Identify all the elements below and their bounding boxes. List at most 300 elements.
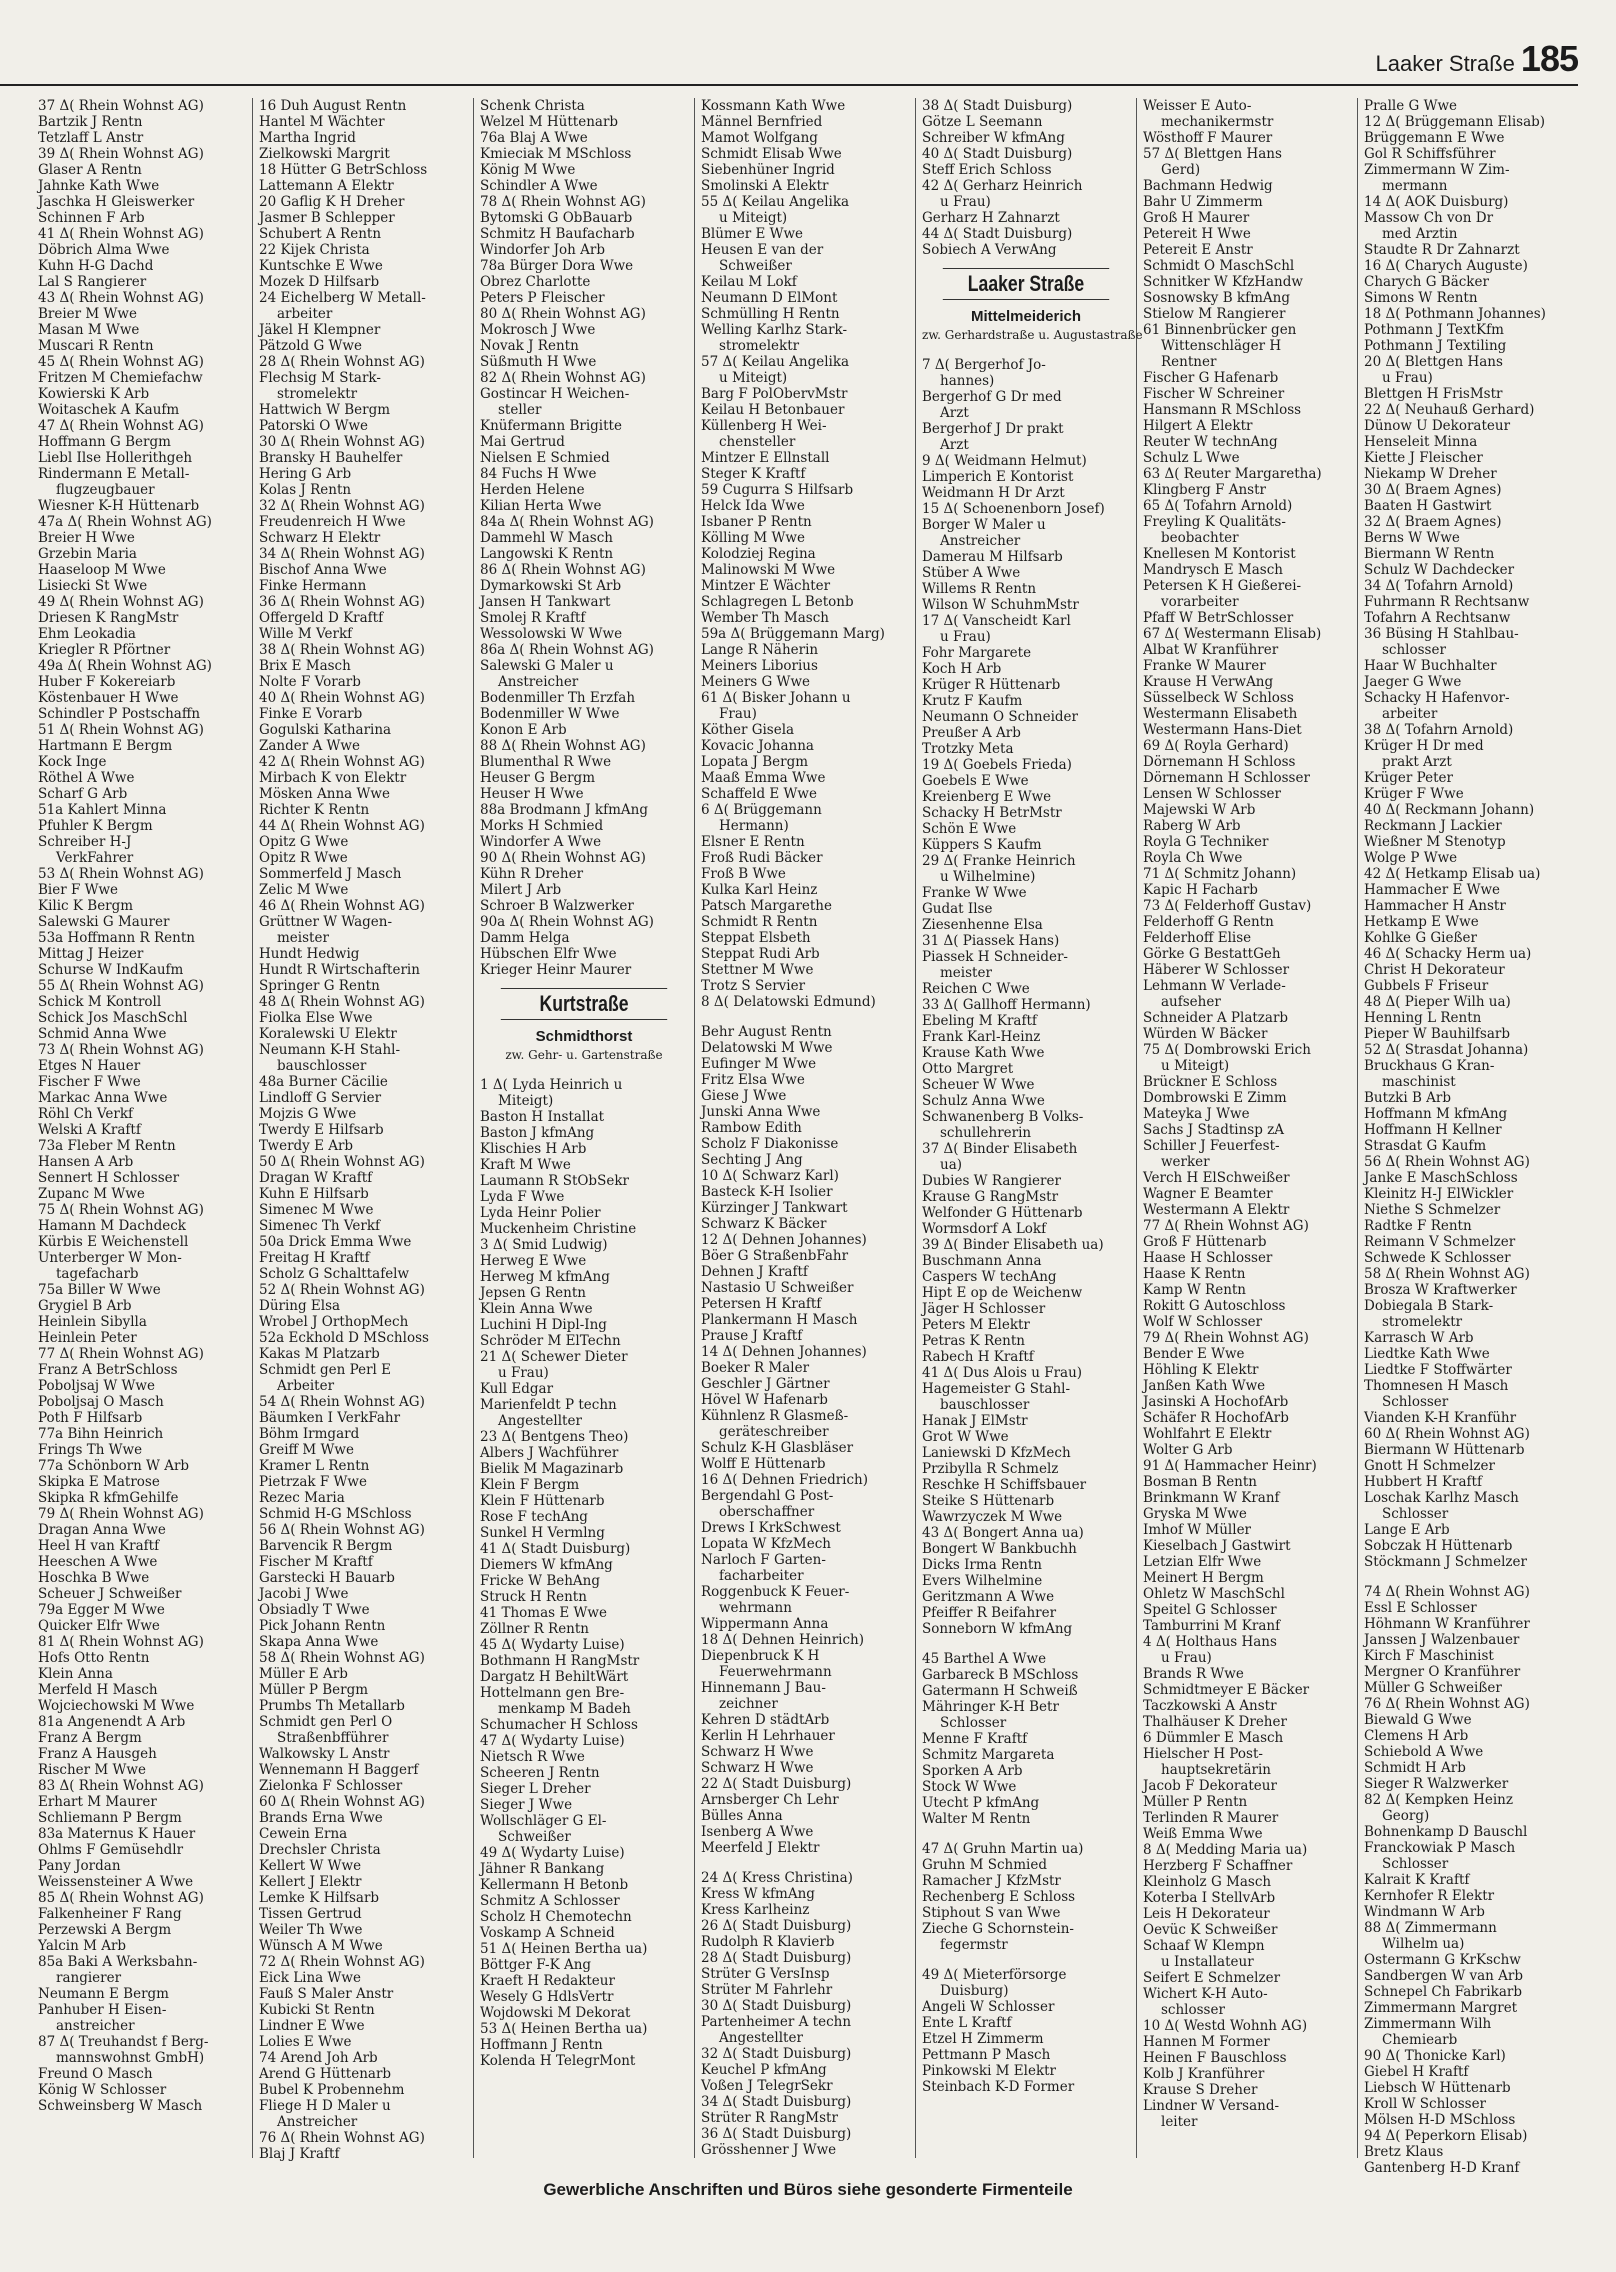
directory-entry: Schlagregen L Betonb [701, 594, 854, 610]
directory-entry: u Frau) [1382, 370, 1433, 386]
directory-entry: Wennemann H Baggerf [259, 1762, 419, 1778]
directory-entry: Welski A Kraftf [38, 1122, 141, 1138]
directory-entry: Royla Ch Wwe [1143, 850, 1243, 866]
directory-entry: Sommerfeld J Masch [259, 866, 402, 882]
directory-entry: Salewski G Maurer [38, 914, 170, 930]
directory-entry: Gogulski Katharina [259, 722, 392, 738]
directory-entry: Klein F Bergm [480, 1477, 580, 1493]
directory-entry: Rokitt G Autoschloss [1143, 1298, 1286, 1314]
directory-entry: Miteigt) [498, 1093, 554, 1109]
directory-entry: Terlinden R Maurer [1143, 1810, 1279, 1826]
directory-entry: 50a Drick Emma Wwe [259, 1234, 412, 1250]
directory-entry: Skipka R kfmGehilfe [38, 1490, 179, 1506]
directory-entry: Hetkamp E Wwe [1364, 914, 1479, 930]
directory-entry: Kühn R Dreher [480, 866, 584, 882]
directory-entry: 47 Δ( Wydarty Luise) [480, 1733, 625, 1749]
directory-entry: bauschlosser [940, 1397, 1030, 1413]
directory-entry: 52 Δ( Strasdat Johanna) [1364, 1042, 1529, 1058]
directory-entry: Goebels E Wwe [922, 773, 1029, 789]
directory-entry: Grygiel B Arb [38, 1298, 132, 1314]
directory-entry: Patsch Margarethe [701, 898, 832, 914]
directory-entry: Fiolka Else Wwe [259, 1010, 373, 1026]
directory-entry: Petereit H Wwe [1143, 226, 1251, 242]
directory-entry: Pothmann J TextKfm [1364, 322, 1504, 338]
directory-entry: Pfaff W BetrSchlosser [1143, 610, 1294, 626]
directory-entry: Krutz F Kaufm [922, 693, 1023, 709]
directory-entry: 42 Δ( Gerharz Heinrich [922, 178, 1083, 194]
directory-entry: Schaffeld E Wwe [701, 786, 817, 802]
directory-entry: Thomnesen H Masch [1364, 1378, 1509, 1394]
directory-entry: Thalhäuser K Dreher [1143, 1714, 1287, 1730]
directory-entry: 78a Bürger Dora Wwe [480, 258, 634, 274]
directory-entry: Kerlin H Lehrhauer [701, 1728, 835, 1744]
directory-entry: 32 Δ( Rhein Wohnst AG) [259, 498, 425, 514]
directory-entry: Baston H Installat [480, 1109, 605, 1125]
directory-entry: Kuntschke E Wwe [259, 258, 383, 274]
directory-entry: schlosser [1382, 642, 1446, 658]
directory-entry: Zielonka F Schlosser [259, 1778, 403, 1794]
directory-entry: 12 Δ( Brüggemann Elisab) [1364, 114, 1546, 130]
directory-entry: Merfeld H Masch [38, 1682, 158, 1698]
directory-entry: Butzki B Arb [1364, 1090, 1451, 1106]
directory-entry: Kraeft H Redakteur [480, 1973, 615, 1989]
footer-note: Gewerbliche Anschriften und Büros siehe gesonderte Firmenteile [543, 2180, 1073, 2199]
directory-entry: Duisburg) [940, 1983, 1009, 1999]
directory-entry: wehrmann [719, 1600, 792, 1616]
directory-entry: Düring Elsa [259, 1298, 341, 1314]
directory-entry: Drechsler Christa [259, 1842, 381, 1858]
directory-entry: Dombrowski E Zimm [1143, 1090, 1287, 1106]
directory-entry: Kull Edgar [480, 1381, 554, 1397]
directory-entry: Breier M Wwe [38, 306, 137, 322]
directory-entry: Janssen J Walzenbauer [1364, 1632, 1520, 1648]
directory-entry: Nielsen E Schmied [480, 450, 610, 466]
directory-entry: 44 Δ( Stadt Duisburg) [922, 226, 1073, 242]
directory-entry: Isenberg A Wwe [701, 1824, 814, 1840]
directory-entry: Höhmann W Kranführer [1364, 1616, 1530, 1632]
directory-entry: Staudte R Dr Zahnarzt [1364, 242, 1520, 258]
directory-entry: 71 Δ( Schmitz Johann) [1143, 866, 1297, 882]
directory-entry: 77 Δ( Rhein Wohnst AG) [1143, 1218, 1309, 1234]
directory-entry: 45 Δ( Wydarty Luise) [480, 1637, 625, 1653]
directory-entry: Wember Th Masch [701, 610, 829, 626]
directory-entry: Hammacher H Anstr [1364, 898, 1506, 914]
directory-entry: Gnott H Schmelzer [1364, 1458, 1495, 1474]
directory-entry: 23 Δ( Bentgens Theo) [480, 1429, 629, 1445]
directory-entry: Herzberg F Schaffner [1143, 1858, 1293, 1874]
directory-entry: Krieger Heinr Maurer [480, 962, 632, 978]
directory-entry: 58 Δ( Rhein Wohnst AG) [259, 1650, 425, 1666]
directory-entry: Reschke H Schiffsbauer [922, 1477, 1087, 1493]
directory-entry: Mai Gertrud [480, 434, 565, 450]
directory-entry: 38 Δ( Rhein Wohnst AG) [259, 642, 425, 658]
directory-entry: Wawrzyczek M Wwe [922, 1509, 1063, 1525]
directory-entry: Finke Hermann [259, 578, 367, 594]
directory-entry: 8 Δ( Medding Maria ua) [1143, 1842, 1308, 1858]
directory-entry: Kieselbach J Gastwirt [1143, 1538, 1291, 1554]
directory-entry: Scheuer J Schweißer [38, 1586, 182, 1602]
directory-entry: meister [277, 930, 329, 946]
directory-entry: Rezec Maria [259, 1490, 345, 1506]
directory-entry: arbeiter [1382, 706, 1438, 722]
directory-entry: Welfonder G Hüttenarb [922, 1205, 1083, 1221]
directory-entry: Verch H ElSchweißer [1143, 1170, 1290, 1186]
directory-entry: Schulz Anna Wwe [922, 1093, 1045, 1109]
directory-entry: Liebsch W Hüttenarb [1364, 2080, 1511, 2096]
directory-entry: Wormsdorf A Lokf [922, 1221, 1047, 1237]
directory-entry: 55 Δ( Keilau Angelika [701, 194, 850, 210]
directory-entry: Röthel A Wwe [38, 770, 135, 786]
directory-entry: Mösken Anna Wwe [259, 786, 390, 802]
directory-entry: Krause G RangMstr [922, 1189, 1059, 1205]
directory-entry: 46 Δ( Schacky Herm ua) [1364, 946, 1532, 962]
directory-entry: Giebel H Kraftf [1364, 2064, 1469, 2080]
directory-entry: u Frau) [1161, 1650, 1212, 1666]
directory-entry: Arend G Hüttenarb [259, 2066, 392, 2082]
directory-entry: Koch H Arb [922, 661, 1002, 677]
directory-entry: Bielik M Magazinarb [480, 1461, 624, 1477]
directory-entry: Sonneborn W kfmAng [922, 1621, 1073, 1637]
directory-entry: Kowierski K Arb [38, 386, 150, 402]
directory-entry: 49 Δ( Rhein Wohnst AG) [38, 594, 204, 610]
directory-entry: Martha Ingrid [259, 130, 356, 146]
directory-entry: Jähner R Bankang [480, 1861, 605, 1877]
directory-entry: Sennert H Schlosser [38, 1170, 180, 1186]
spacer [1364, 1570, 1573, 1584]
directory-entry: Junski Anna Wwe [701, 1104, 821, 1120]
directory-entry: Fliege H D Maler u [259, 2098, 391, 2114]
directory-entry: 49 Δ( Mieterförsorge [922, 1967, 1067, 1983]
directory-entry: Behr August Rentn [701, 1024, 832, 1040]
directory-entry: Steff Erich Schloss [922, 162, 1052, 178]
directory-entry: 29 Δ( Franke Heinrich [922, 853, 1076, 869]
directory-entry: 41 Δ( Stadt Duisburg) [480, 1541, 631, 1557]
directory-entry: Kohlke G Gießer [1364, 930, 1477, 946]
directory-entry: Schwarz K Bäcker [701, 1216, 827, 1232]
directory-entry: Bubel K Probennehm [259, 2082, 405, 2098]
directory-entry: Ohletz W MaschSchl [1143, 1586, 1285, 1602]
directory-entry: Ente L Kraftf [922, 2015, 1012, 2031]
directory-entry: Springer G Rentn [259, 978, 380, 994]
directory-entry: Hoffmann H Kellner [1364, 1122, 1502, 1138]
directory-entry: Dehnen J Kraftf [701, 1264, 808, 1280]
directory-entry: 9 Δ( Weidmann Helmut) [922, 453, 1087, 469]
directory-entry: fegermstr [940, 1937, 1008, 1953]
directory-entry: Müller P Bergm [259, 1682, 369, 1698]
directory-entry: mannswohnst GmbH) [56, 2050, 205, 2066]
street-heading: Kurtstraße [501, 988, 667, 1020]
directory-entry: Schröder M ElTechn [480, 1333, 621, 1349]
directory-entry: Schulz W Dachdecker [1364, 562, 1515, 578]
directory-entry: Gerharz H Zahnarzt [922, 210, 1060, 226]
directory-entry: 53 Δ( Heinen Bertha ua) [480, 2021, 648, 2037]
directory-entry: Brands R Wwe [1143, 1666, 1244, 1682]
directory-entry: Radtke F Rentn [1364, 1218, 1472, 1234]
directory-entry: Anstreicher [277, 2114, 358, 2130]
directory-entry: Peters M Elektr [922, 1317, 1030, 1333]
directory-entry: Greiff M Wwe [259, 1442, 354, 1458]
directory-entry: Steinbach K-D Former [922, 2079, 1075, 2095]
directory-entry: Pfeiffer R Beifahrer [922, 1605, 1057, 1621]
directory-entry: Schmitz H Baufacharb [480, 226, 635, 242]
directory-entry: Roggenbuck K Feuer- [701, 1584, 850, 1600]
directory-entry: Schindler A Wwe [480, 178, 598, 194]
directory-entry: Voßen J TelegrSekr [701, 2078, 833, 2094]
directory-entry: Böer G StraßenbFahr [701, 1248, 849, 1264]
directory-entry: Jahnke Kath Wwe [38, 178, 160, 194]
directory-entry: Baaten H Gastwirt [1364, 498, 1492, 514]
directory-entry: u Miteigt) [1161, 1058, 1230, 1074]
directory-entry: Kellermann H Betonb [480, 1877, 629, 1893]
directory-entry: Kernhofer R Elektr [1364, 1888, 1495, 1904]
directory-entry: Opitz R Wwe [259, 850, 348, 866]
directory-entry: Sachs J Stadtinsp zA [1143, 1122, 1284, 1138]
directory-entry: 28 Δ( Rhein Wohnst AG) [259, 354, 425, 370]
directory-entry: 24 Eichelberg W Metall- [259, 290, 426, 306]
directory-entry: Brüggemann E Wwe [1364, 130, 1505, 146]
directory-entry: Reimann V Schmelzer [1364, 1234, 1516, 1250]
directory-entry: Giese J Wwe [701, 1088, 787, 1104]
directory-entry: Grüttner W Wagen- [259, 914, 393, 930]
directory-entry: 58 Δ( Rhein Wohnst AG) [1364, 1266, 1530, 1282]
directory-entry: Felderhoff G Rentn [1143, 914, 1274, 930]
directory-entry: Hagemeister G Stahl- [922, 1381, 1071, 1397]
directory-entry: Pany Jordan [38, 1858, 121, 1874]
directory-entry: Sieger L Dreher [480, 1781, 591, 1797]
directory-entry: Hövel W Hafenarb [701, 1392, 828, 1408]
directory-entry: 22 Kijek Christa [259, 242, 370, 258]
column-2 [253, 98, 474, 2162]
directory-entry: Schlosser [940, 1715, 1007, 1731]
directory-entry: Piassek H Schneider- [922, 949, 1068, 965]
directory-entry: Henseleit Minna [1364, 434, 1478, 450]
directory-entry: 32 Δ( Stadt Duisburg) [701, 2046, 852, 2062]
directory-entry: 94 Δ( Peperkorn Elisab) [1364, 2128, 1528, 2144]
directory-entry: Utecht P kfmAng [922, 1795, 1040, 1811]
directory-entry: rangierer [56, 1970, 122, 1986]
directory-entry: Klischies H Arb [480, 1141, 587, 1157]
directory-entry: Royla G Techniker [1143, 834, 1269, 850]
directory-entry: Pettmann P Masch [922, 2047, 1051, 2063]
directory-entry: Pralle G Wwe [1364, 98, 1457, 114]
directory-entry: Wippermann Anna [701, 1616, 829, 1632]
directory-entry: Buschmann Anna [922, 1253, 1042, 1269]
directory-entry: 43 Δ( Rhein Wohnst AG) [38, 290, 204, 306]
directory-entry: Lal S Rangierer [38, 274, 147, 290]
directory-entry: Flechsig M Stark- [259, 370, 381, 386]
directory-entry: Etzel H Zimmerm [922, 2031, 1044, 2047]
directory-entry: Meiners G Wwe [701, 674, 810, 690]
directory-entry: Kehren D städtArb [701, 1712, 830, 1728]
directory-entry: Hattwich W Bergm [259, 402, 391, 418]
directory-entry: Liedtke F Stoffwärter [1364, 1362, 1512, 1378]
directory-entry: Schlosser [1382, 1394, 1449, 1410]
directory-entry: Jasinski A HochofArb [1143, 1394, 1289, 1410]
directory-entry: Häberer W Schlosser [1143, 962, 1290, 978]
directory-entry: 1 Δ( Lyda Heinrich u [480, 1077, 623, 1093]
directory-entry: Gol R Schiffsführer [1364, 146, 1496, 162]
directory-entry: Neumann D ElMont [701, 290, 838, 306]
directory-entry: Albat W Kranführer [1143, 642, 1279, 658]
directory-entry: Schlosser [1382, 1506, 1449, 1522]
directory-entry: 16 Δ( Dehnen Friedrich) [701, 1472, 869, 1488]
spacer [701, 1856, 909, 1870]
directory-entry: Clemens H Arb [1364, 1728, 1469, 1744]
directory-entry: Lange E Arb [1364, 1522, 1450, 1538]
directory-entry: Strüter M Fahrlehr [701, 1982, 833, 1998]
directory-entry: Anstreicher [940, 533, 1021, 549]
directory-entry: Unterberger W Mon- [38, 1250, 182, 1266]
directory-entry: Haaseloop M Wwe [38, 562, 166, 578]
directory-entry: werker [1161, 1154, 1210, 1170]
directory-entry: Krüger R Hüttenarb [922, 677, 1061, 693]
directory-entry: 88 Δ( Zimmermann [1364, 1920, 1497, 1936]
directory-entry: Herden Helene [480, 482, 585, 498]
directory-entry: Heel H van Kraftf [38, 1538, 160, 1554]
directory-entry: Jacobi J Wwe [259, 1586, 349, 1602]
directory-entry: Weisser E Auto- [1143, 98, 1252, 114]
directory-entry: Kölling M Wwe [701, 530, 805, 546]
page-number: 185 [1520, 38, 1578, 79]
directory-entry: 60 Δ( Rhein Wohnst AG) [1364, 1426, 1530, 1442]
directory-entry: Perzewski A Bergm [38, 1922, 172, 1938]
directory-entry: Jaschka H Gleiswerker [38, 194, 195, 210]
directory-entry: Strüter R RangMstr [701, 2110, 838, 2126]
directory-entry: Zimmermann Wilh [1364, 2016, 1492, 2032]
directory-entry: steller [498, 402, 542, 418]
spacer [922, 343, 1130, 357]
directory-entry: Rudolph R Klavierb [701, 1934, 835, 1950]
directory-entry: 76 Δ( Rhein Wohnst AG) [1364, 1696, 1530, 1712]
directory-entry: Eufinger M Wwe [701, 1056, 817, 1072]
directory-entry: Mergner O Kranführer [1364, 1664, 1521, 1680]
directory-entry: Scholz G Schalttafelw [259, 1266, 410, 1282]
directory-entry: Fohr Margarete [922, 645, 1032, 661]
directory-entry: Mateyka J Wwe [1143, 1106, 1250, 1122]
directory-entry: Marienfeldt P techn [480, 1397, 617, 1413]
directory-entry: Oevüc K Schweißer [1143, 1922, 1278, 1938]
directory-entry: Mirbach K von Elektr [259, 770, 407, 786]
directory-entry: 63 Δ( Reuter Margaretha) [1143, 466, 1322, 482]
directory-entry: Rentner [1161, 354, 1217, 370]
directory-entry: Cewein Erna [259, 1826, 348, 1842]
directory-entry: Küppers S Kaufm [922, 837, 1042, 853]
directory-entry: 3 Δ( Smid Ludwig) [480, 1237, 608, 1253]
directory-entry: Scheeren J Rentn [480, 1765, 600, 1781]
directory-columns [32, 98, 1580, 2176]
directory-entry: u Miteigt) [719, 370, 788, 386]
directory-entry: Dymarkowski St Arb [480, 578, 622, 594]
directory-entry: hauptsekretärin [1161, 1762, 1271, 1778]
directory-entry: Berns W Wwe [1364, 530, 1460, 546]
directory-entry: Neumann O Schneider [922, 709, 1078, 725]
directory-entry: Schmid H-G MSchloss [259, 1506, 412, 1522]
directory-entry: Patorski O Wwe [259, 418, 369, 434]
directory-entry: Schwarz H Wwe [701, 1760, 814, 1776]
directory-entry: Kolb J Kranführer [1143, 2066, 1265, 2082]
directory-entry: Walkowsky L Anstr [259, 1746, 390, 1762]
directory-entry: Biermann W Hüttenarb [1364, 1442, 1525, 1458]
directory-entry: Grot W Wwe [922, 1429, 1009, 1445]
directory-entry: 48 Δ( Pieper Wilh ua) [1364, 994, 1511, 1010]
directory-entry: Trotzky Meta [922, 741, 1014, 757]
directory-entry: 61 Binnenbrücker gen [1143, 322, 1297, 338]
directory-entry: Stock W Wwe [922, 1779, 1017, 1795]
directory-entry: Zimmermann Margret [1364, 2000, 1518, 2016]
directory-entry: hannes) [940, 373, 995, 389]
directory-entry: Felderhoff Elise [1143, 930, 1252, 946]
directory-entry: Hermann) [719, 818, 789, 834]
directory-entry: Bransky H Bauhelfer [259, 450, 403, 466]
directory-entry: Isbaner P Rentn [701, 514, 812, 530]
directory-entry: Prause J Kraftf [701, 1328, 803, 1344]
directory-entry: Ramacher J KfzMstr [922, 1873, 1061, 1889]
directory-entry: Kolas J Rentn [259, 482, 352, 498]
directory-entry: Damerau M Hilfsarb [922, 549, 1063, 565]
directory-entry: Bischof Anna Wwe [259, 562, 387, 578]
directory-entry: Kuhn E Hilfsarb [259, 1186, 369, 1202]
directory-entry: Janßen Kath Wwe [1143, 1378, 1266, 1394]
directory-entry: Nolte F Vorarb [259, 674, 361, 690]
directory-entry: u Frau) [498, 1365, 549, 1381]
directory-entry: 85 Δ( Rhein Wohnst AG) [38, 1890, 204, 1906]
directory-entry: Konon E Arb [480, 722, 567, 738]
directory-entry: Karrasch W Arb [1364, 1330, 1474, 1346]
directory-entry: 51a Kahlert Minna [38, 802, 167, 818]
directory-entry: Mölsen H-D MSchloss [1364, 2112, 1516, 2128]
directory-entry: Rischer M Wwe [38, 1762, 146, 1778]
directory-entry: Lopata W KfzMech [701, 1536, 831, 1552]
directory-entry: oberschaffner [719, 1504, 815, 1520]
directory-entry: Dargatz H BehiltWärt [480, 1669, 629, 1685]
directory-entry: Hansen A Arb [38, 1154, 134, 1170]
directory-entry: Kovacic Johanna [701, 738, 814, 754]
directory-entry: Falkenheiner F Rang [38, 1906, 182, 1922]
directory-entry: Arnsberger Ch Lehr [701, 1792, 839, 1808]
directory-entry: Stettner M Wwe [701, 962, 814, 978]
directory-entry: 41 Thomas E Wwe [480, 1605, 607, 1621]
directory-entry: 88a Brodmann J kfmAng [480, 802, 648, 818]
directory-entry: Schwanenberg B Volks- [922, 1109, 1084, 1125]
column-5 [916, 98, 1143, 2158]
directory-entry: Neumann K-H Stahl- [259, 1042, 401, 1058]
directory-entry: Küllenberg H Wei- [701, 418, 827, 434]
directory-entry: Zöllner R Rentn [480, 1621, 589, 1637]
directory-entry: Schnitker W KfzHandw [1143, 274, 1303, 290]
directory-entry: arbeiter [277, 306, 333, 322]
directory-entry: Lindner E Wwe [259, 2018, 365, 2034]
directory-entry: Pinkowski M Elektr [922, 2063, 1057, 2079]
directory-entry: Welzel M Hüttenarb [480, 114, 619, 130]
directory-entry: Delatowski M Wwe [701, 1040, 833, 1056]
directory-entry: 37 Δ( Binder Elisabeth [922, 1141, 1078, 1157]
directory-entry: 61 Δ( Bisker Johann u [701, 690, 851, 706]
directory-entry: u Frau) [940, 629, 991, 645]
directory-entry: Skapa Anna Wwe [259, 1634, 379, 1650]
directory-entry: Böttger F-K Ang [480, 1957, 592, 1973]
directory-entry: Malinowski M Wwe [701, 562, 836, 578]
directory-entry: Hanak J ElMstr [922, 1413, 1028, 1429]
directory-entry: stromelektr [719, 338, 800, 354]
directory-entry: 19 Δ( Goebels Frieda) [922, 757, 1072, 773]
directory-entry: Bodenmiller Th Erzfah [480, 690, 636, 706]
directory-entry: Kiette J Fleischer [1364, 450, 1483, 466]
directory-entry: 42 Δ( Rhein Wohnst AG) [259, 754, 425, 770]
directory-entry: Arzt [940, 437, 969, 453]
directory-entry: Groß F Hüttenarb [1143, 1234, 1267, 1250]
directory-entry: Fauß S Maler Anstr [259, 1986, 394, 2002]
directory-entry: Gubbels F Friseur [1364, 978, 1489, 994]
